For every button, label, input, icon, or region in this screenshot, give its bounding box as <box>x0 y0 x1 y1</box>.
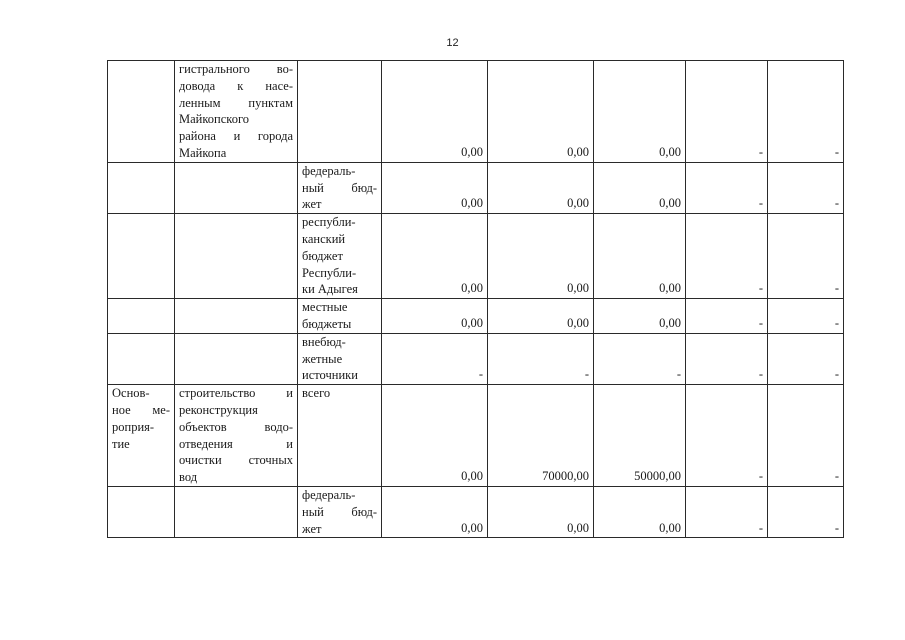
cell-text-line: гистрального во- <box>179 62 293 76</box>
cell-text-line: ленным пунктам <box>179 95 293 110</box>
cell-text-line: федераль- <box>302 487 356 502</box>
budget-table <box>107 60 844 538</box>
measure-type-cell <box>108 214 175 299</box>
cell-text-line: Майкопа <box>179 145 227 160</box>
amount-cell: 0,00 <box>382 61 488 163</box>
amount-cell: 0,00 <box>594 299 686 334</box>
funding-source-cell <box>298 61 382 163</box>
amount-cell: 0,00 <box>488 214 594 299</box>
amount-cell: - <box>768 61 844 163</box>
cell-text-line: отведения и <box>179 436 293 451</box>
measure-name-cell <box>175 162 298 213</box>
measure-type-cell <box>108 385 175 487</box>
cell-text-line: очистки сточных <box>179 453 293 468</box>
cell-text-line: объектов водо- <box>179 419 293 434</box>
measure-name-cell <box>175 299 298 334</box>
amount-cell: - <box>768 385 844 487</box>
cell-text-line: роприя- <box>112 419 155 434</box>
measure-name-cell <box>175 61 298 163</box>
cell-text-line: жетные <box>302 351 343 366</box>
table-row <box>108 61 844 163</box>
cell-text-line: местные <box>302 300 348 315</box>
table-row <box>108 214 844 299</box>
amount-cell: - <box>686 214 768 299</box>
measure-name-cell <box>175 385 298 487</box>
cell-text-line: жет <box>302 521 322 536</box>
cell-text-line: Майкопского <box>179 112 250 127</box>
funding-source-cell <box>298 333 382 384</box>
amount-cell: - <box>686 162 768 213</box>
table-row <box>108 162 844 213</box>
cell-text-line: жет <box>302 197 322 212</box>
amount-cell: 0,00 <box>488 61 594 163</box>
amount-cell: 0,00 <box>488 486 594 537</box>
amount-cell: - <box>768 486 844 537</box>
measure-type-cell <box>108 61 175 163</box>
amount-cell: 0,00 <box>382 214 488 299</box>
cell-text-line: Основ- <box>112 386 150 401</box>
cell-text-line: бюджет <box>302 248 343 263</box>
amount-cell: 70000,00 <box>488 385 594 487</box>
measure-type-cell <box>108 486 175 537</box>
amount-cell: - <box>768 333 844 384</box>
cell-text-line: источники <box>302 368 358 383</box>
cell-text-line: ное ме- <box>112 402 170 417</box>
cell-text-line: реконструкция <box>179 402 258 417</box>
cell-text-line: тие <box>112 436 130 451</box>
cell-text-line: довода к насе- <box>179 78 293 93</box>
amount-cell: 0,00 <box>594 162 686 213</box>
measure-name-cell <box>175 214 298 299</box>
cell-text-line: бюджеты <box>302 316 352 331</box>
amount-cell: 0,00 <box>382 385 488 487</box>
funding-source-cell <box>298 214 382 299</box>
measure-type-cell <box>108 333 175 384</box>
amount-cell: - <box>768 214 844 299</box>
cell-text-line: ный бюд- <box>302 504 377 519</box>
cell-text-line: района и города <box>179 129 293 144</box>
measure-type-cell <box>108 162 175 213</box>
amount-cell: - <box>382 333 488 384</box>
amount-cell: 0,00 <box>382 162 488 213</box>
amount-cell: - <box>686 333 768 384</box>
page-number: 12 <box>446 37 459 49</box>
amount-cell: - <box>488 333 594 384</box>
amount-cell: - <box>686 486 768 537</box>
cell-text-line: ный бюд- <box>302 180 377 195</box>
amount-cell: - <box>686 299 768 334</box>
amount-cell: - <box>768 299 844 334</box>
cell-text-line: федераль- <box>302 163 356 178</box>
table-row <box>108 299 844 334</box>
amount-cell: 0,00 <box>488 162 594 213</box>
amount-cell: 0,00 <box>488 299 594 334</box>
amount-cell: - <box>594 333 686 384</box>
amount-cell: - <box>686 385 768 487</box>
amount-cell: 0,00 <box>382 299 488 334</box>
cell-text-line: канский <box>302 231 346 246</box>
cell-text-line: строительство и <box>179 386 293 401</box>
amount-cell: 0,00 <box>594 486 686 537</box>
cell-text-line: внебюд- <box>302 334 346 349</box>
cell-text-line: всего <box>302 386 331 401</box>
amount-cell: - <box>686 61 768 163</box>
table-row <box>108 486 844 537</box>
funding-source-cell <box>298 299 382 334</box>
measure-type-cell <box>108 299 175 334</box>
cell-text-line: республи- <box>302 215 356 230</box>
amount-cell: 0,00 <box>594 61 686 163</box>
cell-text-line: Республи- <box>302 265 357 280</box>
table-row <box>108 333 844 384</box>
amount-cell: 0,00 <box>382 486 488 537</box>
funding-source-cell <box>298 162 382 213</box>
measure-name-cell <box>175 333 298 384</box>
cell-text-line: ки Адыгея <box>302 282 358 297</box>
funding-source-cell <box>298 486 382 537</box>
funding-source-cell <box>298 385 382 487</box>
amount-cell: 50000,00 <box>594 385 686 487</box>
cell-text-line: вод <box>179 470 198 485</box>
table-row <box>108 385 844 487</box>
amount-cell: 0,00 <box>594 214 686 299</box>
amount-cell: - <box>768 162 844 213</box>
measure-name-cell <box>175 486 298 537</box>
